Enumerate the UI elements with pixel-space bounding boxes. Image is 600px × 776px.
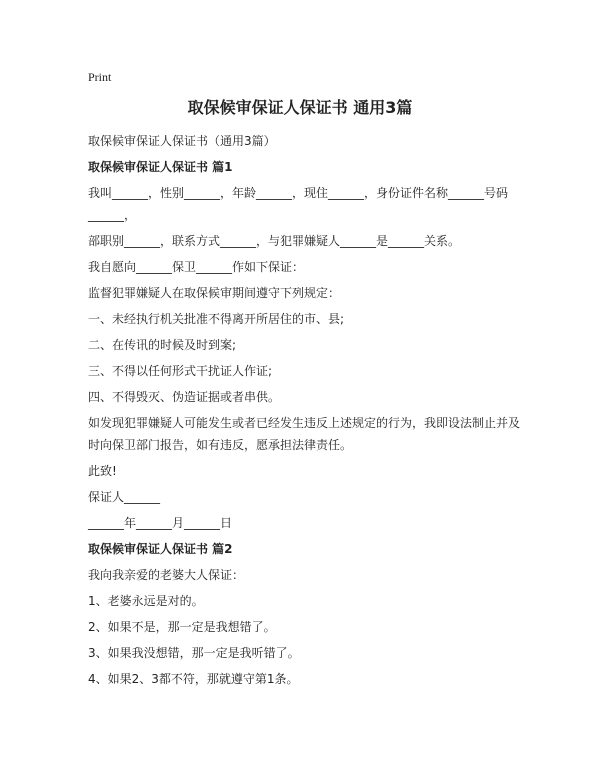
section-heading-2: 取保候审保证人保证书 篇2 [88, 542, 233, 556]
closing-salutation: 此致! [88, 464, 117, 478]
list-item: 3、如果我没想错，那一定是我听错了。 [88, 646, 300, 660]
form-line-id-number: ______， [88, 208, 137, 222]
rule-item-1: 一、未经执行机关批准不得离开所居住的市、县; [88, 312, 345, 326]
form-line-voluntary: 我自愿向______保卫______作如下保证： [88, 260, 305, 274]
section-heading-1: 取保候审保证人保证书 篇1 [88, 160, 233, 174]
section2-intro: 我向我亲爱的老婆大人保证： [88, 568, 245, 582]
list-item: 4、如果2、3都不符，那就遵守第1条。 [88, 672, 299, 686]
guarantor-signature: 保证人______ [88, 490, 161, 504]
form-line-supervise: 监督犯罪嫌疑人在取保候审期间遵守下列规定： [88, 286, 341, 300]
rule-item-3: 三、不得以任何形式干扰证人作证; [88, 364, 273, 378]
rule-item-4: 四、不得毁灭、伪造证据或者串供。 [88, 390, 281, 404]
list-item: 1、老婆永远是对的。 [88, 594, 204, 608]
document-body [88, 130, 520, 694]
form-line-personal-info: 我叫______，性别______，年龄______，现住______，身份证件名称______号码 [88, 186, 509, 200]
print-link[interactable]: Print [88, 70, 112, 84]
subtitle: 取保候审保证人保证书（通用3篇） [88, 134, 276, 148]
form-line-relationship: 部职别______，联系方式______，与犯罪嫌疑人______是______关系。 [88, 234, 461, 248]
rule-item-2: 二、在传讯的时候及时到案; [88, 338, 237, 352]
violation-paragraph: 如发现犯罪嫌疑人可能发生或者已经发生违反上述规定的行为，我即设法制止并及时向保卫部门报告，如有违反，愿承担法律责任。 [88, 416, 521, 452]
list-item: 2、如果不是，那一定是我想错了。 [88, 620, 276, 634]
signature-date: ______年______月______日 [88, 516, 233, 530]
page-title: 取保候审保证人保证书 通用3篇 [187, 98, 413, 117]
